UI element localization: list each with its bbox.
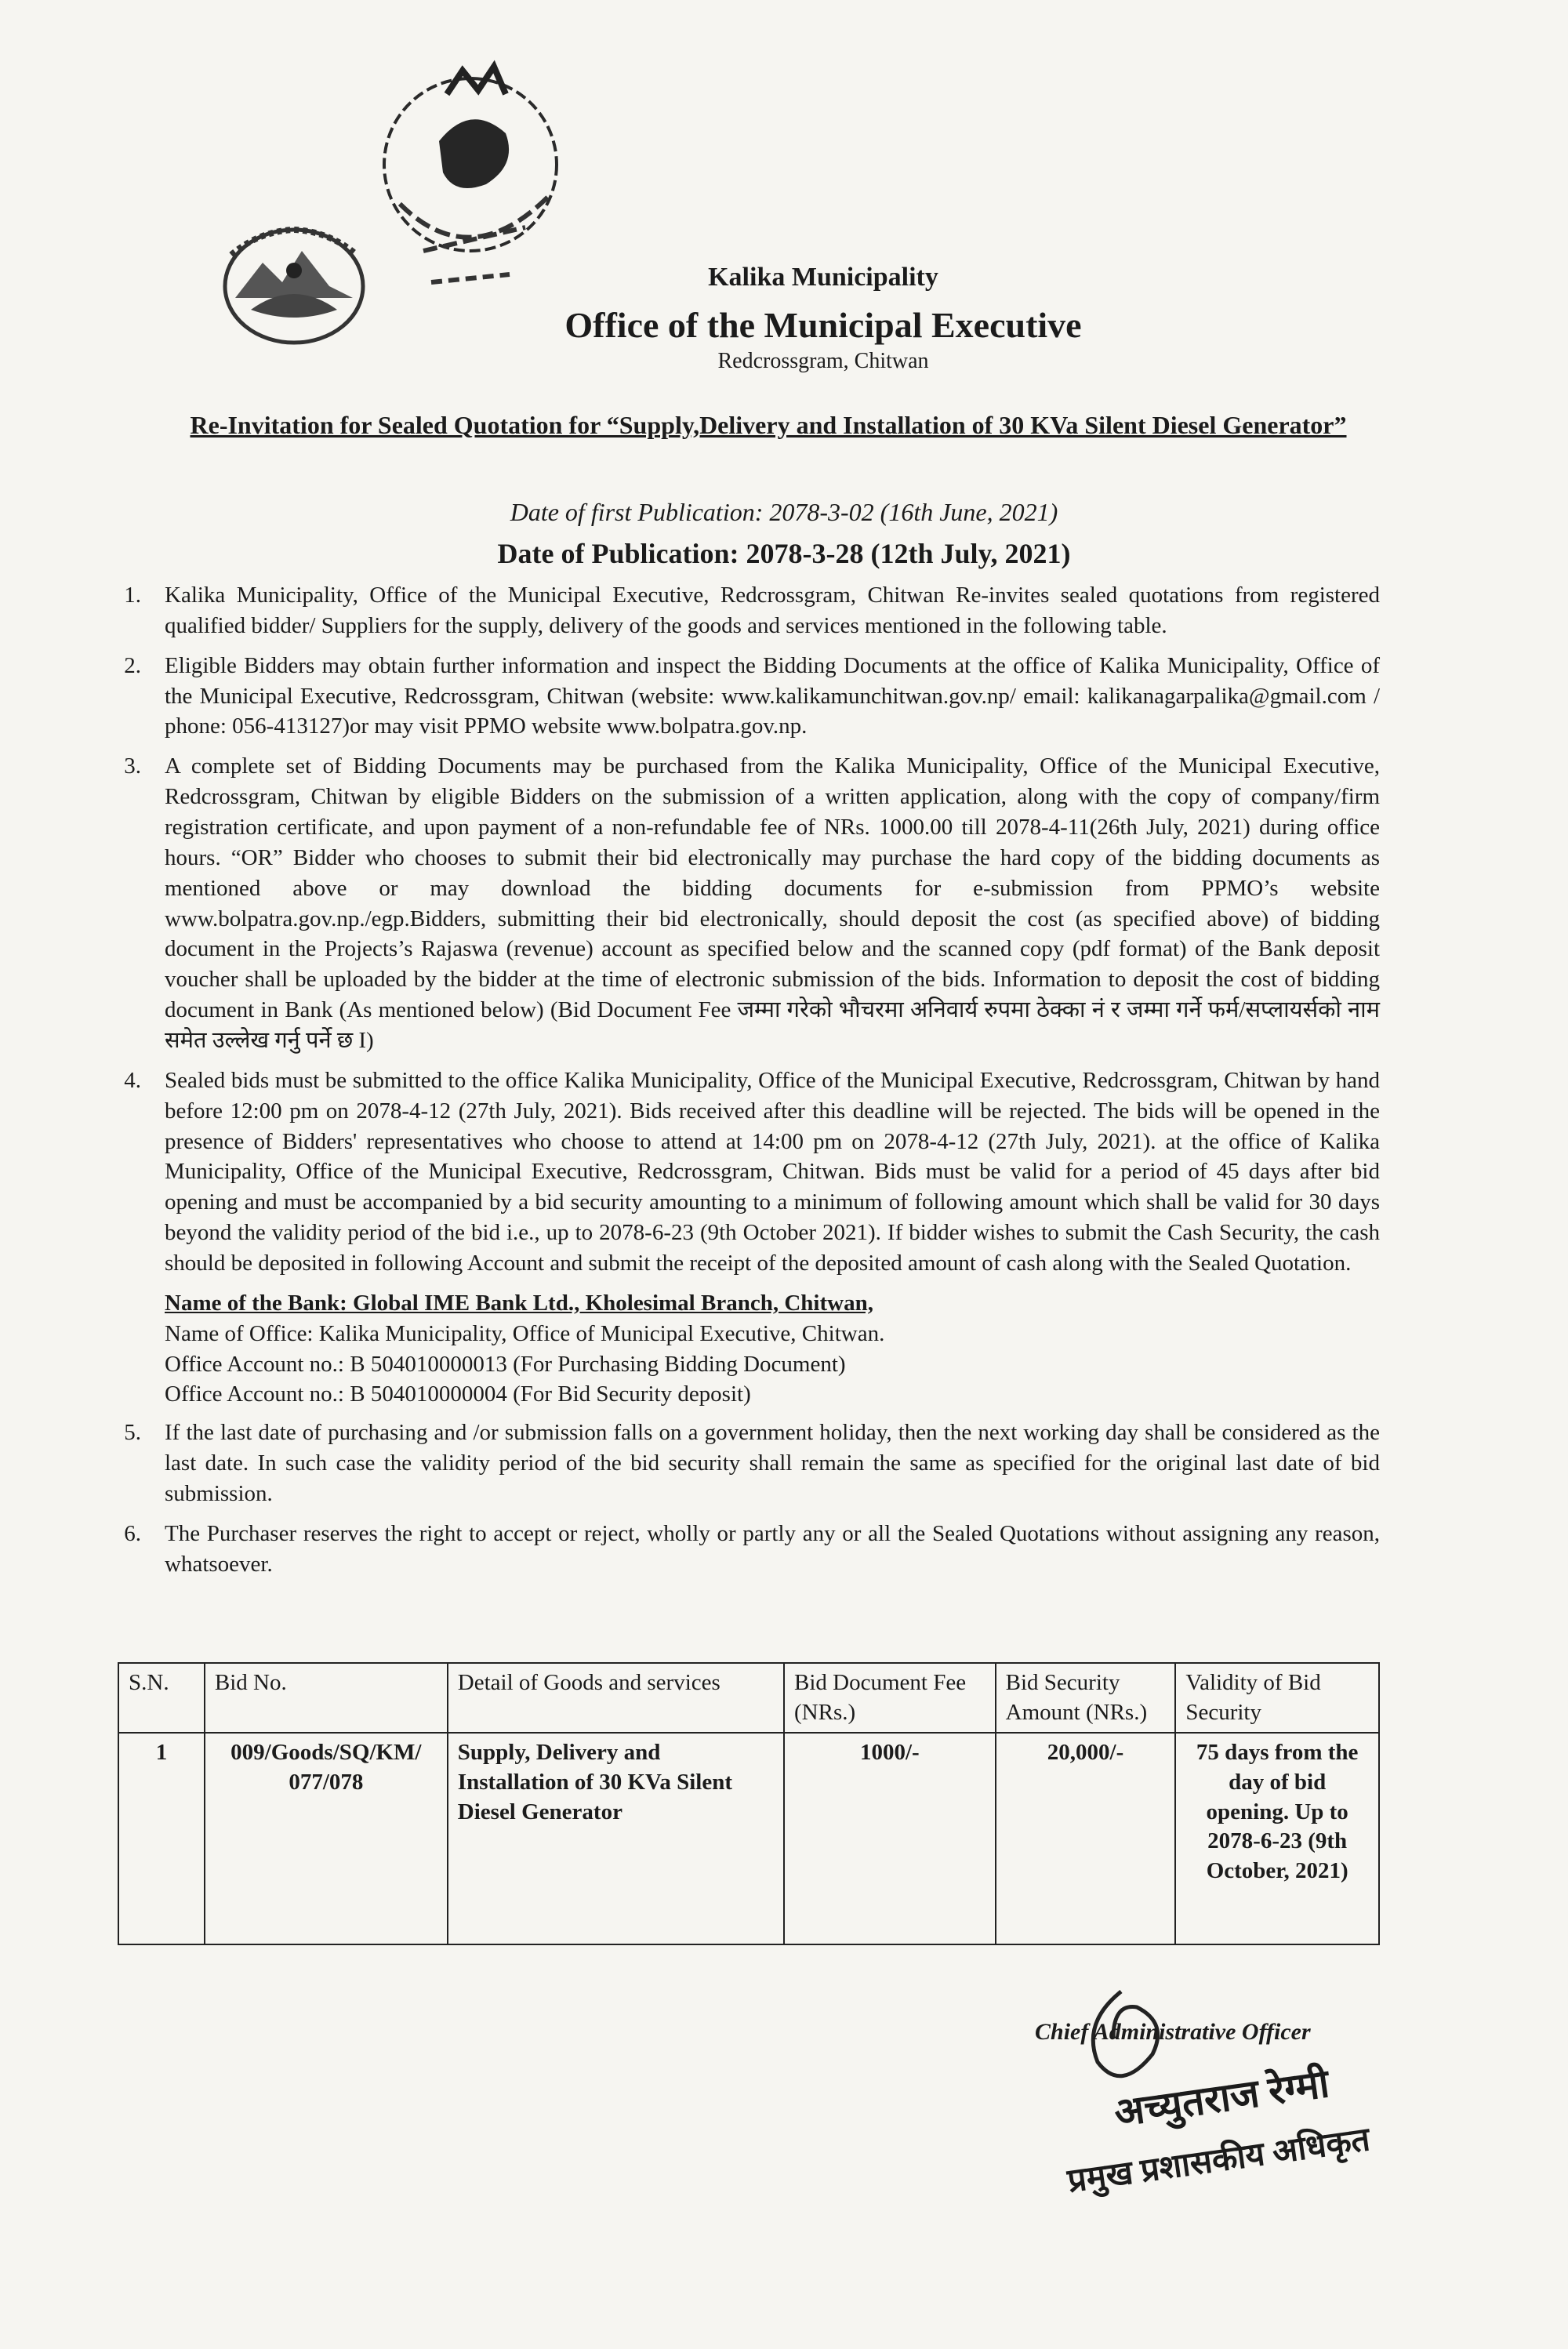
table-cell: Supply, Delivery and Installation of 30 KVa Silent Diesel Generator: [448, 1733, 784, 1944]
table-header: Bid Security Amount (NRs.): [996, 1663, 1176, 1733]
notice-item: [102, 651, 1380, 742]
table-cell: 1000/-: [784, 1733, 996, 1944]
bank-name: Name of the Bank: Global IME Bank Ltd., Kholesimal Branch, Chitwan,: [165, 1290, 873, 1316]
municipality-name: Kalika Municipality: [708, 263, 938, 292]
table-cell: 75 days from the day of bid opening. Up to 2078-6-23 (9th October, 2021): [1175, 1733, 1379, 1944]
notice-title: Re-Invitation for Sealed Quotation for “Supply,Delivery and Installation of 30 KVa Silent Diesel Generator”: [190, 411, 1347, 439]
table-header: Bid No.: [205, 1663, 448, 1733]
office-address: Redcrossgram, Chitwan: [717, 349, 929, 373]
table-header-row: [118, 1663, 1379, 1733]
bid-table: [118, 1662, 1380, 1945]
item-text: The Purchaser reserves the right to accept or reject, wholly or partly any or all the Sealed Quotations without assigning any reason, whatsoever.: [165, 1520, 1380, 1577]
designation: Chief Administrative Officer: [1035, 2019, 1311, 2045]
notice-item: [102, 1418, 1380, 1509]
item-text: Eligible Bidders may obtain further information and inspect the Bidding Documents at the office of Kalika Municipality, Office of the Municipal Executive, Redcrossgram, Chitwan (website: www.kalikamunchitwan.gov.np/ email: kalikanagarpalika@gmail.com / phone: 056-413127)or may visit PPMO website www.bolpatra.gov.np.: [165, 652, 1380, 739]
table-header: Detail of Goods and services: [448, 1663, 784, 1733]
item-number: 1.: [124, 583, 141, 608]
bank-account-security: Office Account no.: B 504010000004 (For Bid Security deposit): [165, 1381, 751, 1407]
government-emblem-icon: [220, 223, 368, 349]
bank-details: [102, 1288, 1380, 1410]
item-text: If the last date of purchasing and /or submission falls on a government holiday, then the next working day shall be considered as the last date. In such case the validity period of the bid security shall remain the same as specified for the original last date of bid submission.: [165, 1420, 1380, 1507]
table-cell: 1: [118, 1733, 205, 1944]
notice-item: [102, 751, 1380, 1056]
item-text: A complete set of Bidding Documents may be purchased from the Kalika Municipality, Office of the Municipal Executive, Redcrossgram, Chitwan by eligible Bidders on the submission of a written application, along with the copy of company/firm registration certificate, and upon payment of a non-refundable fee of NRs. 1000.00 till 2078-4-11(26th July, 2021) during office hours. “OR” Bidder who chooses to submit their bid electronically may purchase the hard copy of the bidding documents as mentioned above or may download the bidding documents for e-submission from PPMO’s website www.bolpatra.gov.np./egp.Bidders, submitting their bid electronically, should deposit the cost (as specified above) of bidding document in the Projects’s Rajaswa (revenue) account as specified below and the scanned copy (pdf format) of the Bank deposit voucher shall be uploaded by the bidder at the time of electronic submission of the bids. Information to deposit the cost of bidding document in Bank (As mentioned below) (Bid Document Fee जम्मा गरेको भौचरमा अनिवार्य रुपमा ठेक्का नं र जम्मा गर्ने फर्म/सप्लायर्सको नाम समेत उल्लेख गर्नु पर्ने छ I): [165, 753, 1380, 1054]
notice-item: [102, 1519, 1380, 1580]
officer-title: प्रमुख प्रशासकीय अधिकृत: [1065, 2122, 1373, 2200]
item-number: 6.: [124, 1520, 141, 1546]
officer-name: अच्युतराज रेग्मी: [1111, 2061, 1332, 2135]
item-text: Kalika Municipality, Office of the Municipal Executive, Redcrossgram, Chitwan Re-invites sealed quotations from registered qualified bidder/ Suppliers for the supply, delivery of the goods and services mentioned in the following table.: [165, 583, 1380, 638]
table-cell: 20,000/-: [996, 1733, 1176, 1944]
notice-body: [102, 580, 1380, 1589]
bank-account-document: Office Account no.: B 504010000013 (For Purchasing Bidding Document): [165, 1351, 846, 1377]
table-header: S.N.: [118, 1663, 205, 1733]
item-number: 3.: [124, 753, 141, 779]
notice-item: [102, 1066, 1380, 1279]
office-stamp-icon: [353, 47, 596, 345]
item-number: 5.: [124, 1420, 141, 1446]
table-header: Bid Document Fee (NRs.): [784, 1663, 996, 1733]
table-row: [118, 1733, 1379, 1944]
table-header: Validity of Bid Security: [1175, 1663, 1379, 1733]
item-number: 4.: [124, 1067, 141, 1093]
notice-item: [102, 580, 1380, 641]
table-cell: 009/Goods/SQ/KM/ 077/078: [205, 1733, 448, 1944]
item-number: 2.: [124, 652, 141, 678]
publication-date: Date of Publication: 2078-3-28 (12th July, 2021): [497, 538, 1071, 569]
office-name: Office of the Municipal Executive: [564, 305, 1082, 345]
first-publication-date: Date of first Publication: 2078-3-02 (16th June, 2021): [510, 498, 1058, 526]
item-text: Sealed bids must be submitted to the office Kalika Municipality, Office of the Municipal Executive, Redcrossgram, Chitwan by hand before 12:00 pm on 2078-4-12 (27th July, 2021). Bids received after this deadline will be rejected. The bids will be opened in the presence of Bidders' representatives who choose to attend at 14:00 pm on 2078-4-12 (27th July, 2021). at the office of Kalika Municipality, Office of the Municipal Executive, Redcrossgram, Chitwan. Bids must be valid for a period of 45 days after bid opening and must be accompanied by a bid security amounting to a minimum of following amount which shall be valid for 30 days beyond the validity period of the bid i.e., up to 2078-6-23 (9th October 2021). If bidder wishes to submit the Cash Security, the cash should be deposited in following Account and submit the receipt of the deposited amount of cash along with the Sealed Quotation.: [165, 1067, 1380, 1276]
bank-office: Name of Office: Kalika Municipality, Office of Municipal Executive, Chitwan.: [165, 1320, 885, 1346]
